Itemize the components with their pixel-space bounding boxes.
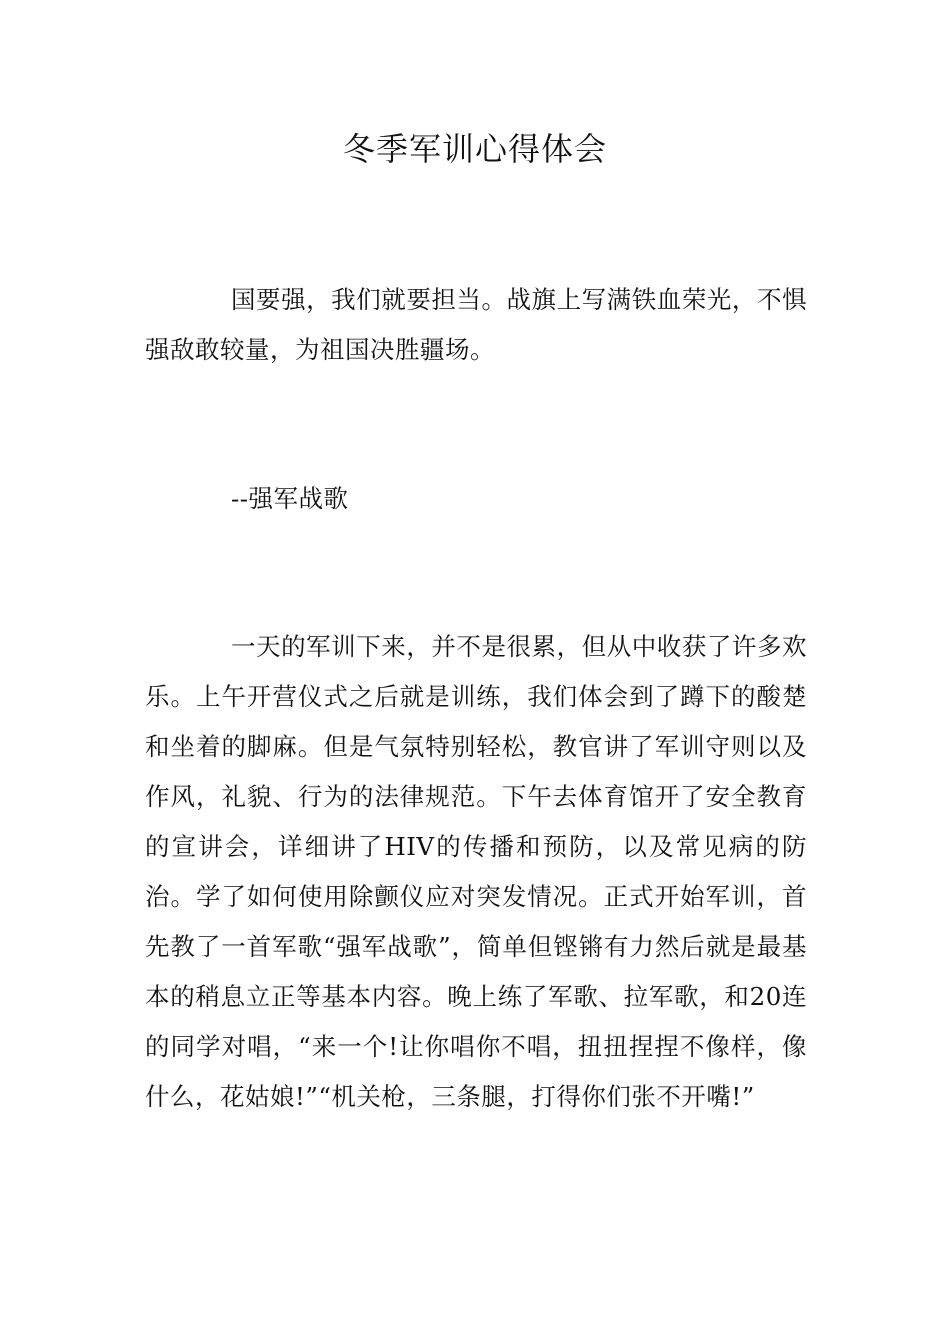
paragraph-song-attribution: --强军战歌 xyxy=(231,484,349,513)
paragraph-training-experience: 一天的军训下来，并不是很累，但从中收获了许多欢乐。上午开营仪式之后就是训练，我们体会到了蹲下的酸楚和坐着的脚麻。但是气氛特别轻松，教官讲了军训守则以及作风，礼貌、行为的法律规范。下午去体育馆开了安全教育的宣讲会，详细讲了HIV的传播和预防，以及常见病的防治。学了如何使用除颤仪应对突发情况。正式开始军训，首先教了一首军歌“强军战歌”，简单但铿锵有力然后就是最基本的稍息立正等基本内容。晚上练了军歌、拉军歌，和20连的同学对唱，“来一个!让你唱你不唱，扭扭捏捏不像样，像什么，花姑娘!”“机关枪，三条腿，打得你们张不开嘴!” xyxy=(145,632,807,1111)
document-title: 冬季军训心得体会 xyxy=(342,130,607,168)
paragraph-song-lyrics: 国要强，我们就要担当。战旗上写满铁血荣光，不惧强敌敢较量，为祖国决胜疆场。 xyxy=(145,285,807,364)
